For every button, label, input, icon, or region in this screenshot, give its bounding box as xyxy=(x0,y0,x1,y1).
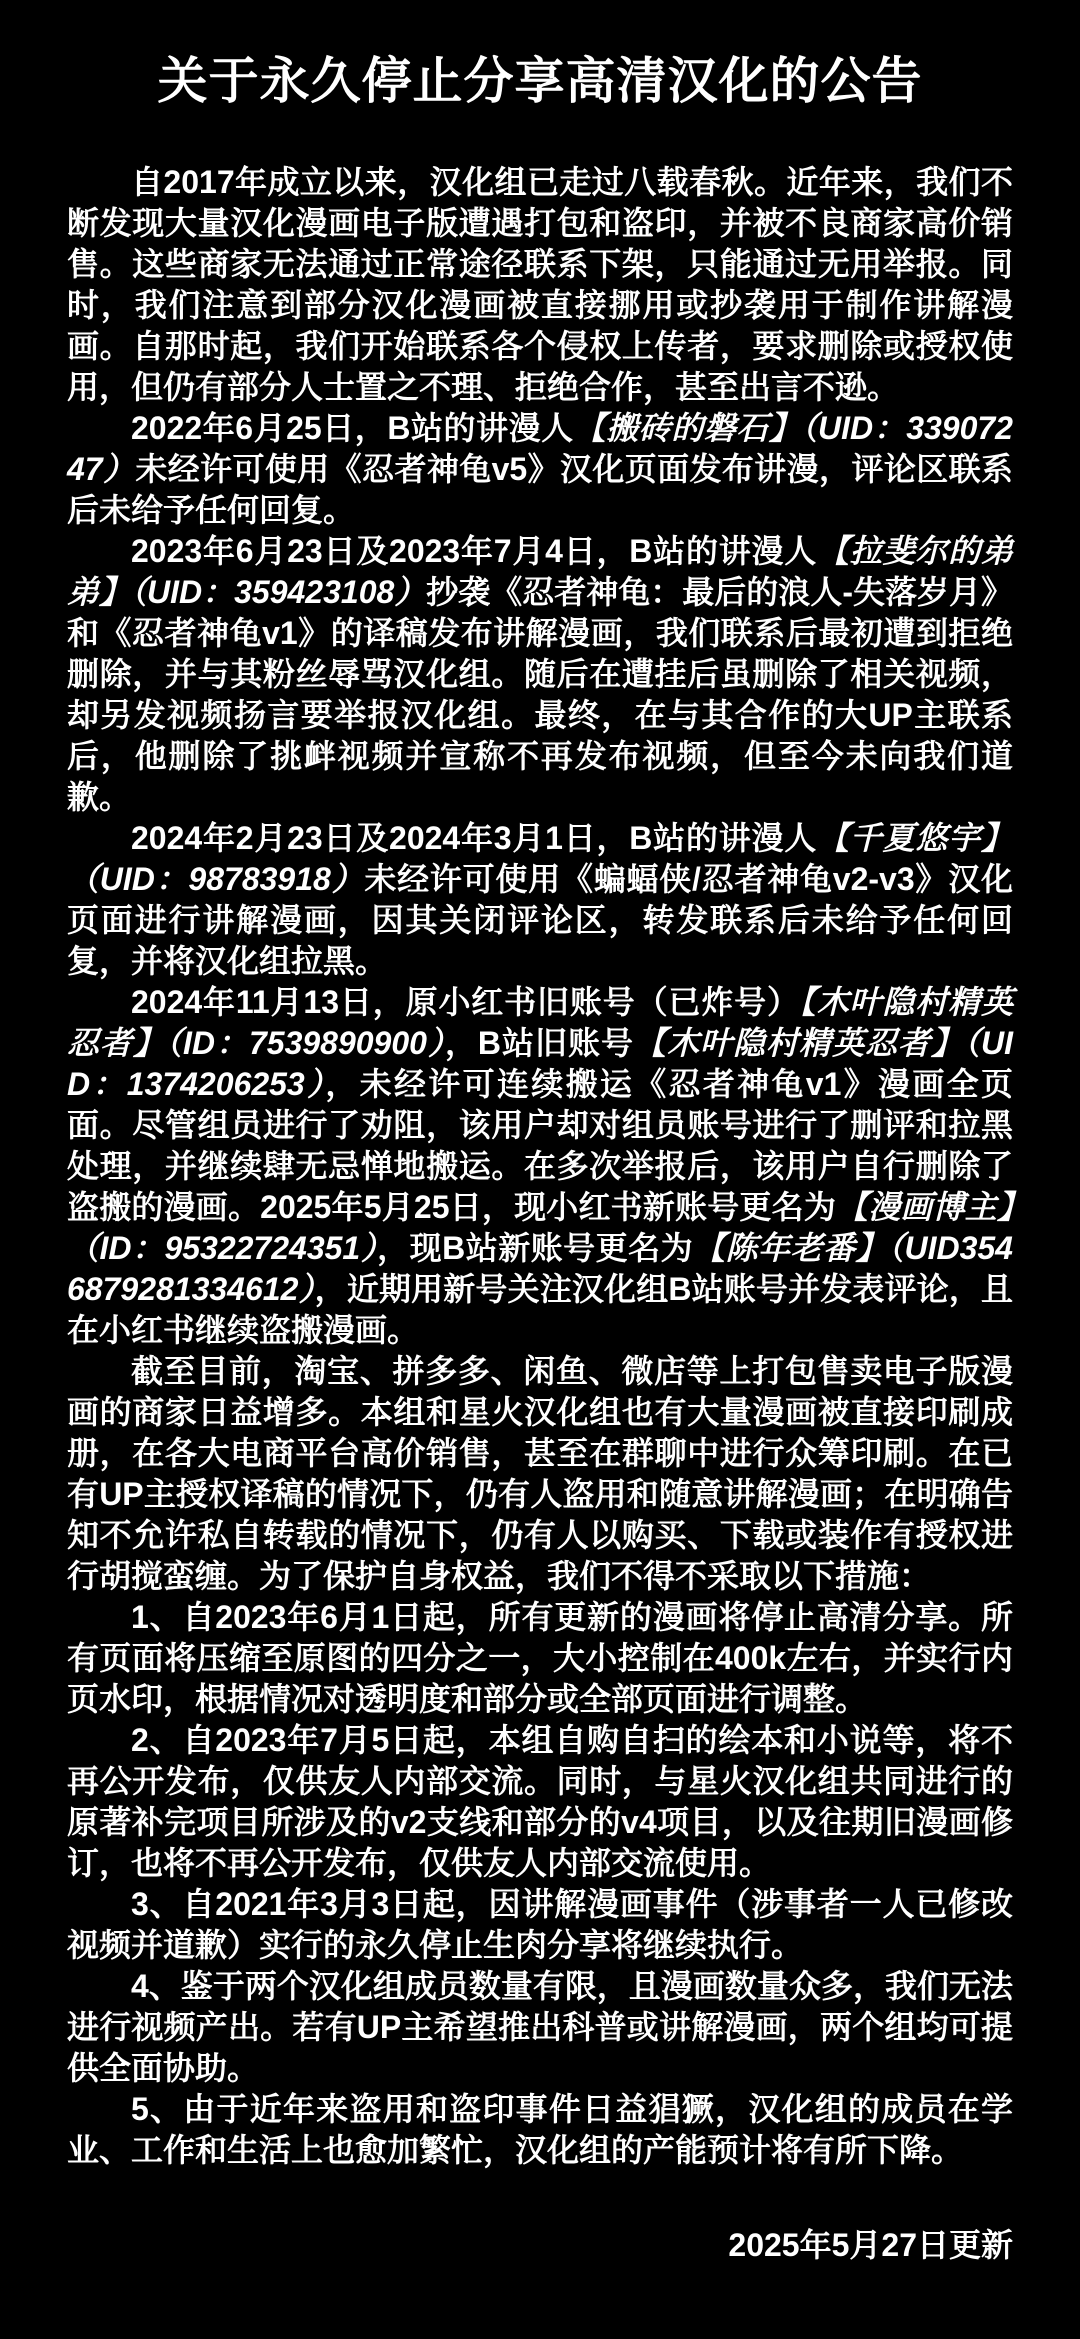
text-run: 1、自2023年6月1日起，所有更新的漫画将停止高清分享。所有页面将压缩至原图的四分之一，大小控制在400k左右，并实行内页水印，根据情况对透明度和部分或全部页面进行调整。 xyxy=(67,1599,1013,1717)
paragraph xyxy=(67,162,1013,408)
highlighted-account-run: 【拉斐尔的弟弟】（UID：359423108） xyxy=(67,533,1013,610)
paragraph xyxy=(67,2089,1013,2171)
paragraph xyxy=(67,531,1013,818)
highlighted-account-run: 【搬砖的磐石】（UID：33907247） xyxy=(67,410,1013,487)
paragraph xyxy=(67,1351,1013,1597)
announcement-body xyxy=(67,162,1013,2171)
highlighted-account-run: 【陈年老番】（UID3546879281334612） xyxy=(67,1230,1013,1307)
text-run: ，B站旧账号 xyxy=(444,1025,635,1061)
text-run: ，现B站新账号更名为 xyxy=(377,1230,694,1266)
paragraph xyxy=(67,1720,1013,1884)
text-run: ，未经许可连续搬运《忍者神龟v1》漫画全页面。尽管组员进行了劝阻，该用户却对组员账号进行了删评和拉黑处理，并继续肆无忌惮地搬运。在多次举报后，该用户自行删除了盗搬的漫画。2025年5月25日，现小红书新账号更名为 xyxy=(67,1066,1013,1225)
text-run: 截至目前，淘宝、拼多多、闲鱼、微店等上打包售卖电子版漫画的商家日益增多。本组和星火汉化组也有大量漫画被直接印刷成册，在各大电商平台高价销售，甚至在群聊中进行众筹印刷。在已有UP主授权译稿的情况下，仍有人盗用和随意讲解漫画；在明确告知不允许私自转载的情况下，仍有人以购买、下载或装作有授权进行胡搅蛮缠。为了保护自身权益，我们不得不采取以下措施： xyxy=(67,1353,1013,1594)
paragraph xyxy=(67,1884,1013,1966)
text-run: 5、由于近年来盗用和盗印事件日益猖獗，汉化组的成员在学业、工作和生活上也愈加繁忙，汉化组的产能预计将有所下降。 xyxy=(67,2091,1013,2168)
highlighted-account-run: 【漫画博主】（ID：95322724351） xyxy=(67,1189,1013,1266)
text-run: 未经许可使用《蝙蝠侠/忍者神龟v2-v3》汉化页面进行讲解漫画，因其关闭评论区，转发联系后未给予任何回复，并将汉化组拉黑。 xyxy=(67,861,1013,979)
highlighted-account-run: 【木叶隐村精英忍者】（UID：1374206253） xyxy=(67,1025,1013,1102)
text-run: 2023年6月23日及2023年7月4日，B站的讲漫人 xyxy=(131,533,818,569)
text-run: 2022年6月25日，B站的讲漫人 xyxy=(131,410,574,446)
text-run: ，近期用新号关注汉化组B站账号并发表评论，且在小红书继续盗搬漫画。 xyxy=(67,1271,1013,1348)
paragraph xyxy=(67,818,1013,982)
highlighted-account-run: 【木叶隐村精英忍者】（ID：7539890900） xyxy=(67,984,1013,1061)
text-run: 2、自2023年7月5日起，本组自购自扫的绘本和小说等，将不再公开发布，仅供友人内部交流。同时，与星火汉化组共同进行的原著补完项目所涉及的v2支线和部分的v4项目，以及往期旧漫画修订，也将不再公开发布，仅供友人内部交流使用。 xyxy=(67,1722,1013,1881)
highlighted-account-run: 【千夏悠宇】（UID：98783918） xyxy=(67,820,1013,897)
paragraph xyxy=(67,1597,1013,1720)
paragraph xyxy=(67,982,1013,1351)
page-title: 关于永久停止分享高清汉化的公告 xyxy=(157,53,923,109)
update-date: 2025年5月27日更新 xyxy=(728,2227,1013,2263)
text-run: 未经许可使用《忍者神龟v5》汉化页面发布讲漫，评论区联系后未给予任何回复。 xyxy=(67,451,1013,528)
text-run: 抄袭《忍者神龟：最后的浪人-失落岁月》和《忍者神龟v1》的译稿发布讲解漫画，我们联系后最初遭到拒绝删除，并与其粉丝辱骂汉化组。随后在遭挂后虽删除了相关视频，却另发视频扬言要举报汉化组。最终，在与其合作的大UP主联系后，他删除了挑衅视频并宣称不再发布视频，但至今未向我们道歉。 xyxy=(67,574,1013,815)
text-run: 2024年2月23日及2024年3月1日，B站的讲漫人 xyxy=(131,820,818,856)
text-run: 自2017年成立以来，汉化组已走过八载春秋。近年来，我们不断发现大量汉化漫画电子版遭遇打包和盗印，并被不良商家高价销售。这些商家无法通过正常途径联系下架，只能通过无用举报。同时，我们注意到部分汉化漫画被直接挪用或抄袭用于制作讲解漫画。自那时起，我们开始联系各个侵权上传者，要求删除或授权使用，但仍有部分人士置之不理、拒绝合作，甚至出言不逊。 xyxy=(67,164,1013,405)
text-run: 3、自2021年3月3日起，因讲解漫画事件（涉事者一人已修改视频并道歉）实行的永久停止生肉分享将继续执行。 xyxy=(67,1886,1013,1963)
announcement-document xyxy=(67,0,1013,2266)
paragraph xyxy=(67,408,1013,531)
text-run: 2024年11月13日，原小红书旧账号（已炸号） xyxy=(131,984,800,1020)
text-run: 4、鉴于两个汉化组成员数量有限，且漫画数量众多，我们无法进行视频产出。若有UP主希望推出科普或讲解漫画，两个组均可提供全面协助。 xyxy=(67,1968,1013,2086)
paragraph xyxy=(67,1966,1013,2089)
